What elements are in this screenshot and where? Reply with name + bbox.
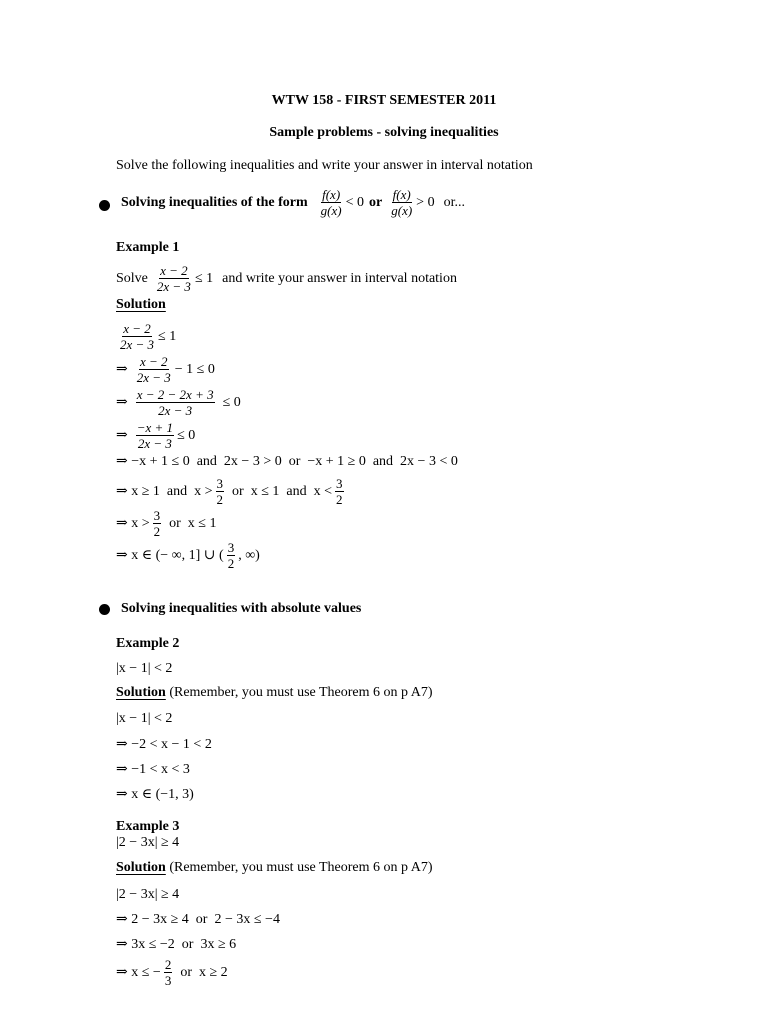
solution-label: Solution <box>116 860 166 875</box>
fraction: $\frac{3}{2}$ <box>216 476 224 507</box>
ellipsis-text: or... <box>443 194 465 210</box>
bullet-icon <box>99 200 110 211</box>
document-subtitle: Sample problems - solving inequalities <box>269 125 499 140</box>
fraction: $\frac{3}{2}$ <box>227 540 235 571</box>
solution-step-5: ⇒ −x + 1 ≤ 0 and 2x − 3 > 0 or −x + 1 ≥ 0 and 2x − 3 < 0 <box>116 454 458 469</box>
less-than-zero: < 0 <box>345 194 365 210</box>
fraction: $\frac{x - 2}{2x - 3}$ <box>120 321 155 352</box>
step-text: or x ≥ 2 <box>180 964 228 980</box>
implies-arrow: ⇒ <box>116 362 128 377</box>
step-text: ⇒ x ∈ (− ∞, 1] ∪ ( <box>116 548 224 563</box>
step-text: ⇒ x > <box>116 516 150 531</box>
solution-step-8 <box>116 541 260 570</box>
solution-label: Solution <box>116 685 166 700</box>
fraction: $\frac{2}{3}$ <box>164 957 172 988</box>
document-title: WTW 158 - FIRST SEMESTER 2011 <box>271 93 497 108</box>
example-2-solution-line <box>116 685 433 701</box>
step-text: , ∞) <box>238 547 260 563</box>
step-text: ⇒ x ≥ 1 and x > <box>116 484 213 499</box>
solution-note: (Remember, you must use Theorem 6 on p A7) <box>169 860 433 875</box>
example-3-step-3: ⇒ 3x ≤ −2 or 3x ≥ 6 <box>116 937 237 952</box>
example-1-problem <box>116 264 457 293</box>
fraction: $\frac{x - 2}{2x - 3}$ <box>156 263 191 294</box>
implies-arrow: ⇒ <box>116 428 128 443</box>
implies-arrow: ⇒ <box>116 395 128 410</box>
section-heading-absolute-values: Solving inequalities with absolute values <box>121 601 362 616</box>
example-2-step-3: ⇒ −1 < x < 3 <box>116 762 190 777</box>
relation: − 1 ≤ 0 <box>174 361 215 377</box>
example-2-step-1: |x − 1| < 2 <box>116 711 173 726</box>
section-heading-text: Solving inequalities of the form <box>121 194 308 210</box>
solve-word: Solve <box>116 270 148 286</box>
example-3-title: Example 3 <box>116 819 180 834</box>
or-word: or <box>369 194 383 210</box>
solution-step-6 <box>116 477 347 506</box>
solution-step-1 <box>116 322 176 351</box>
section-heading-fraction-form <box>121 188 465 217</box>
solution-note: (Remember, you must use Theorem 6 on p A7) <box>169 685 433 700</box>
step-text: ⇒ x ≤ − <box>116 965 161 980</box>
example-2-step-2: ⇒ −2 < x − 1 < 2 <box>116 737 212 752</box>
solution-step-2 <box>116 355 215 384</box>
example-2-problem: |x − 1| < 2 <box>116 661 173 676</box>
fraction: $\frac{3}{2}$ <box>336 476 343 507</box>
solution-step-3 <box>116 388 241 417</box>
fraction: $\frac{x - 2 - 2x + 3}{2x - 3}$ <box>136 387 214 418</box>
example-3-problem: |2 − 3x| ≥ 4 <box>116 835 180 850</box>
relation: ≤ 0 <box>177 427 196 443</box>
solution-step-4 <box>116 421 195 450</box>
example-3-step-4 <box>116 958 228 987</box>
example-2-title: Example 2 <box>116 636 180 651</box>
fraction: $\frac{f(x)}{g(x)}$ <box>391 187 413 218</box>
fraction: $\frac{x - 2}{2x - 3}$ <box>136 354 171 385</box>
step-text: or x ≤ 1 and x < <box>232 483 332 499</box>
bullet-icon <box>99 604 110 615</box>
fraction: $\frac{f(x)}{g(x)}$ <box>320 187 342 218</box>
example-3-solution-line <box>116 860 433 876</box>
instruction-text: Solve the following inequalities and write your answer in interval notation <box>116 158 533 173</box>
relation: ≤ 1 <box>158 328 177 344</box>
example-3-step-2: ⇒ 2 − 3x ≥ 4 or 2 − 3x ≤ −4 <box>116 912 280 927</box>
problem-tail: and write your answer in interval notation <box>222 270 457 286</box>
relation: ≤ 0 <box>222 394 241 410</box>
example-2-step-4: ⇒ x ∈ (−1, 3) <box>116 787 194 802</box>
example-3-step-1: |2 − 3x| ≥ 4 <box>116 887 180 902</box>
fraction: $\frac{3}{2}$ <box>153 508 161 539</box>
example-1-title: Example 1 <box>116 240 180 255</box>
greater-than-zero: > 0 <box>416 194 435 210</box>
solution-step-7 <box>116 509 217 538</box>
fraction: $\frac{-x + 1}{2x - 3}$ <box>136 420 174 451</box>
solution-label: Solution <box>116 297 166 312</box>
relation: ≤ 1 <box>194 270 214 286</box>
step-text: or x ≤ 1 <box>169 515 217 531</box>
